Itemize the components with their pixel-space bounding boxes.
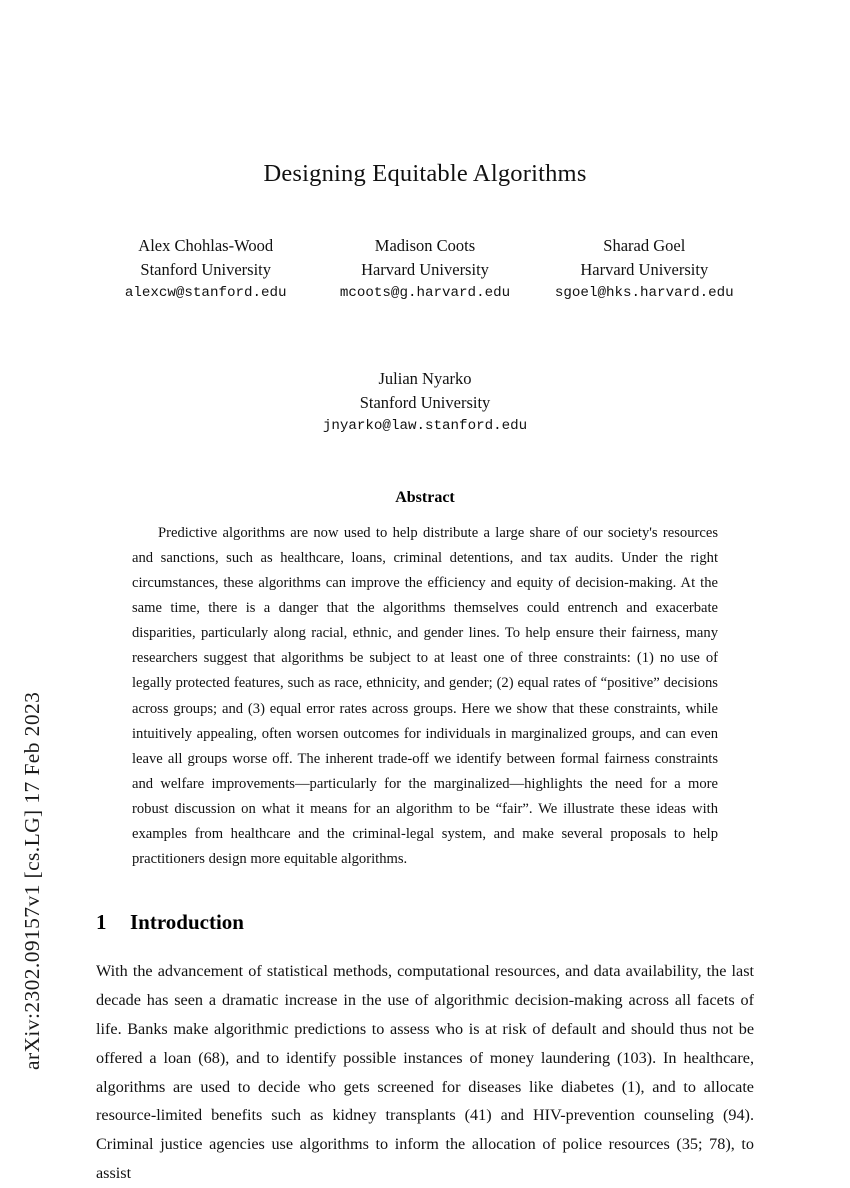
- author-affiliation: Harvard University: [580, 259, 709, 279]
- author-email[interactable]: mcoots@g.harvard.edu: [339, 284, 511, 301]
- section-heading-introduction: [96, 910, 754, 935]
- paper-page: [96, 0, 754, 1182]
- author-email[interactable]: alexcw@stanford.edu: [124, 284, 287, 301]
- section-paragraph: With the advancement of statistical methods, computational resources, and data availability, the last decade has seen a dramatic increase in the use of algorithmic decision-making across all facets of life. Banks make algorithmic predictions to assess who is at risk of default and should thus not be offered a loan (68), and to identify possible instances of money laundering (103). In healthcare, algorithms are used to decide who gets screened for diseases like diabetes (1), and to allocate resource-limited benefits such as kidney transplants (41) and HIV-prevention counseling (94). Criminal justice agencies use algorithms to inform the allocation of police resources (35; 78), to assist: [96, 962, 754, 1182]
- author-email[interactable]: sgoel@hks.harvard.edu: [554, 284, 734, 301]
- author-affiliation: Stanford University: [140, 259, 271, 279]
- abstract-text: Predictive algorithms are now used to help distribute a large share of our society's resources and sanctions, such as healthcare, loans, criminal detentions, and tax audits. Under the right circumstances, these algorithms can improve the efficiency and equity of decision-making. At the same time, there is a danger that the algorithms themselves could entrench and exacerbate disparities, particularly along racial, ethnic, and gender lines. To help ensure their fairness, many researchers suggest that algorithms be subject to at least one of three constraints: (1) no use of legally protected features, such as race, ethnicity, and gender; (2) equal rates of “positive” decisions across groups; and (3) equal error rates across groups. Here we show that these constraints, while intuitively appealing, often worsen outcomes for individuals in marginalized groups, and can even leave all groups worse off. The inherent trade-off we identify between formal fairness constraints and welfare improvements—particularly for the marginalized—highlights the need for a more robust discussion on what it means for an algorithm to be “fair”. We illustrate these ideas with examples from healthcare and the criminal-legal system, and make several proposals to help practitioners design more equitable algorithms.: [132, 524, 718, 868]
- author-name: Julian Nyarko: [378, 369, 472, 389]
- author-affiliation: Stanford University: [359, 393, 491, 413]
- page-title: Designing Equitable Algorithms: [263, 160, 587, 187]
- author-entry: [535, 234, 754, 303]
- section-title: Introduction: [130, 910, 244, 935]
- author-affiliation: Harvard University: [361, 259, 489, 279]
- author-name: Sharad Goel: [603, 236, 686, 255]
- author-list: [96, 234, 754, 303]
- author-name: Madison Coots: [374, 236, 476, 255]
- author-list-second-row: [96, 349, 754, 436]
- author-entry: [96, 234, 315, 303]
- author-name: Alex Chohlas-Wood: [138, 236, 274, 255]
- arxiv-identifier-stamp: arXiv:2302.09157v1 [cs.LG] 17 Feb 2023: [19, 691, 44, 1070]
- author-email[interactable]: jnyarko@law.stanford.edu: [322, 418, 528, 435]
- author-entry: [96, 367, 754, 436]
- section-number: 1: [96, 910, 107, 935]
- author-entry: [315, 234, 534, 303]
- abstract-heading: Abstract: [395, 488, 455, 506]
